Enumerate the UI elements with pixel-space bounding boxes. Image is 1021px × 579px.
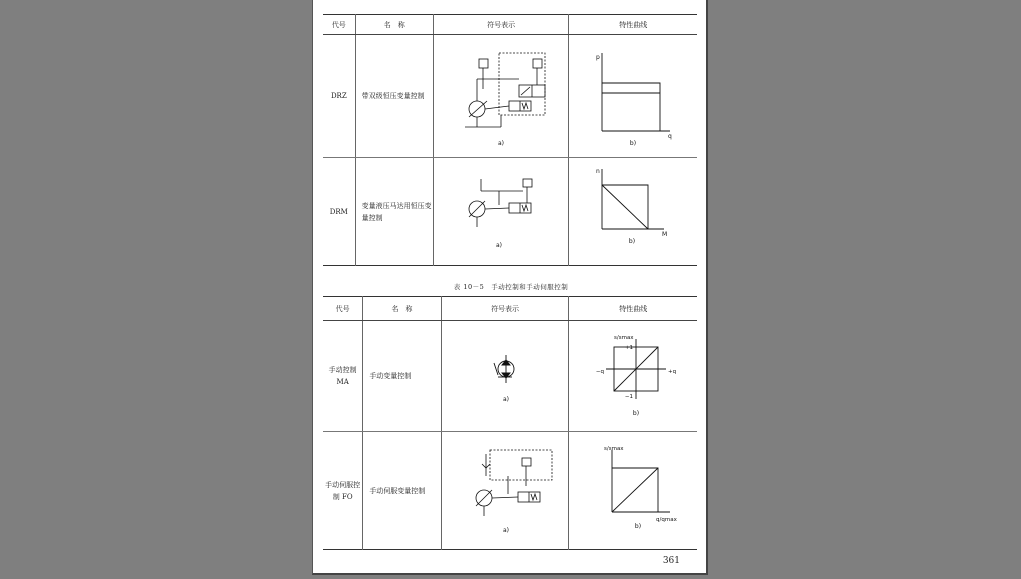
hydraulic-symbol-ma xyxy=(450,325,560,425)
row-name: 带双级恒压变量控制 xyxy=(355,35,433,158)
curve-y-label: p xyxy=(596,54,601,61)
header-name: 名 称 xyxy=(363,297,441,321)
curve-y-label: s/smax xyxy=(604,445,624,452)
table-row xyxy=(323,432,697,550)
row-name: 变量液压马达用恒压变量控制 xyxy=(355,158,433,266)
characteristic-curve-drm xyxy=(578,161,688,261)
curve-y-label: s/smax xyxy=(614,335,634,341)
table-row xyxy=(323,321,697,432)
header-name: 名 称 xyxy=(355,15,433,35)
curve-x-label: q xyxy=(668,133,673,140)
neg-q-label: −q xyxy=(596,369,605,375)
header-curve: 特性曲线 xyxy=(569,15,697,35)
curve-cell xyxy=(569,158,697,266)
curve-label: b) xyxy=(629,237,636,245)
curve-y-label: n xyxy=(596,167,601,175)
header-symbol: 符号表示 xyxy=(433,15,569,35)
hydraulic-symbol-drz xyxy=(441,39,561,151)
header-code: 代号 xyxy=(323,297,363,321)
table-2 xyxy=(323,296,697,550)
symbol-cell xyxy=(433,35,569,158)
characteristic-curve-ma xyxy=(578,325,688,425)
table-2-caption: 表 10－5 手动控制和手动伺服控制 xyxy=(453,283,569,291)
characteristic-curve-fo xyxy=(578,436,688,544)
symbol-label: a) xyxy=(496,241,503,249)
header-code: 代号 xyxy=(323,15,355,35)
row-name: 手动变量控制 xyxy=(363,321,441,432)
curve-label: b) xyxy=(630,140,637,147)
header-curve: 特性曲线 xyxy=(569,297,697,321)
symbol-cell xyxy=(433,158,569,266)
symbol-cell xyxy=(441,432,569,550)
header-symbol: 符号表示 xyxy=(441,297,569,321)
curve-cell xyxy=(569,432,697,550)
minus-one-label: −1 xyxy=(625,394,634,400)
table-row xyxy=(323,158,697,266)
curve-cell xyxy=(569,35,697,158)
hydraulic-symbol-fo xyxy=(448,436,563,544)
hydraulic-symbol-drm xyxy=(441,161,561,261)
curve-x-label: q/qmax xyxy=(656,516,678,523)
row-code: 手动伺服控制 FO xyxy=(325,480,361,501)
row-name: 手动伺服变量控制 xyxy=(363,432,441,550)
table-header-row xyxy=(323,297,697,321)
symbol-label: a) xyxy=(498,140,505,147)
row-code: 手动控制 MA xyxy=(323,321,363,432)
characteristic-curve-drz xyxy=(578,39,688,151)
symbol-label: a) xyxy=(502,526,509,534)
curve-label: b) xyxy=(633,410,640,417)
table-1 xyxy=(323,14,697,266)
curve-cell xyxy=(569,321,697,432)
curve-x-label: M xyxy=(662,230,668,238)
row-code: DRM xyxy=(329,207,348,216)
plus-one-label: +1 xyxy=(625,345,634,351)
pos-q-label: +q xyxy=(668,369,677,375)
curve-label: b) xyxy=(635,522,642,530)
symbol-label: a) xyxy=(503,396,510,403)
row-code: DRZ xyxy=(323,35,355,158)
table-row xyxy=(323,35,697,158)
document-page xyxy=(312,0,708,575)
page-number: 361 xyxy=(662,556,680,566)
symbol-cell xyxy=(441,321,569,432)
table-header-row xyxy=(323,15,697,35)
